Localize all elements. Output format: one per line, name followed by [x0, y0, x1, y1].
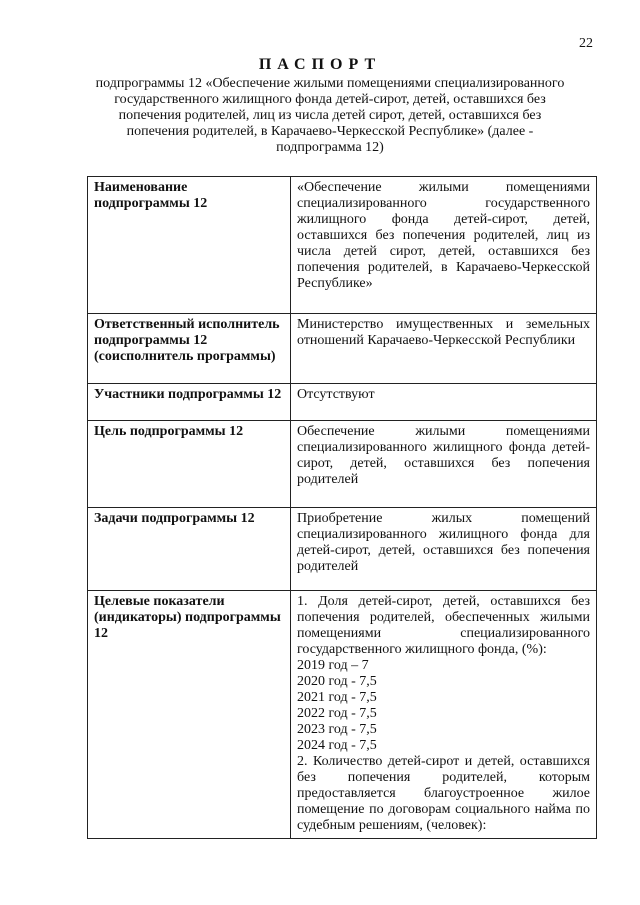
- table-row: [88, 177, 597, 314]
- row-label: Цель подпрограммы 12: [88, 421, 291, 508]
- indicator-item-2: 2. Количество детей-сирот и детей, оставшихся без попечения родителей, которым предоставляется благоустроенное жилое помещение по договорам социального найма по судебным решениям, (человек):: [297, 754, 590, 833]
- indicator-year-value: 2019 год – 7: [297, 658, 369, 673]
- row-value: Отсутствуют: [291, 384, 597, 421]
- row-label: Наименование подпрограммы 12: [88, 177, 291, 314]
- indicator-year-value: 2021 год - 7,5: [297, 690, 377, 705]
- indicator-year-value: 2020 год - 7,5: [297, 674, 377, 689]
- passport-table: [87, 176, 597, 839]
- row-value: Министерство имущественных и земельных отношений Карачаево-Черкесской Республики: [291, 314, 597, 384]
- indicator-year-value: 2023 год - 7,5: [297, 722, 377, 737]
- indicator-year-value: 2022 год - 7,5: [297, 706, 377, 721]
- row-value: Обеспечение жилыми помещениями специализированного жилищного фонда детей-сирот, детей, оставшихся без попечения родителей: [291, 421, 597, 508]
- row-value: «Обеспечение жилыми помещениями специализированного государственного жилищного фонда детей-сирот, детей, оставшихся без попечения родителей, лиц из числа детей сирот, детей, оставшихся без попечения родителей, в Карачаево-Черкесской Республике»: [291, 177, 597, 314]
- row-value: [291, 591, 597, 839]
- row-label: Целевые показатели (индикаторы) подпрограммы 12: [88, 591, 291, 839]
- table-row: [88, 421, 597, 508]
- table-row: [88, 314, 597, 384]
- table-row: [88, 384, 597, 421]
- page-number: 22: [579, 36, 593, 51]
- document-title: ПАСПОРТ: [258, 56, 382, 73]
- row-label: Участники подпрограммы 12: [88, 384, 291, 421]
- row-value: Приобретение жилых помещений специализированного жилищного фонда для детей-сирот, детей, оставшихся без попечения родителей: [291, 508, 597, 591]
- row-label: Ответственный исполнитель подпрограммы 12 (соисполнитель программы): [88, 314, 291, 384]
- row-label: Задачи подпрограммы 12: [88, 508, 291, 591]
- indicator-item-1: 1. Доля детей-сирот, детей, оставшихся без попечения родителей, обеспеченных жилыми помещениями специализированного государственного жилищного фонда, (%):: [297, 594, 590, 657]
- table-row: [88, 591, 597, 839]
- table-row: [88, 508, 597, 591]
- document-subtitle: подпрограммы 12 «Обеспечение жилыми помещениями специализированного государственного жилищного фонда детей-сирот, детей, оставшихся без попечения родителей, лиц из числа детей сирот, детей, оставшихся без попечения родителей, в Карачаево-Черкесской Республике» (далее - подпрограмма 12): [95, 76, 565, 155]
- indicator-year-value: 2024 год - 7,5: [297, 738, 377, 753]
